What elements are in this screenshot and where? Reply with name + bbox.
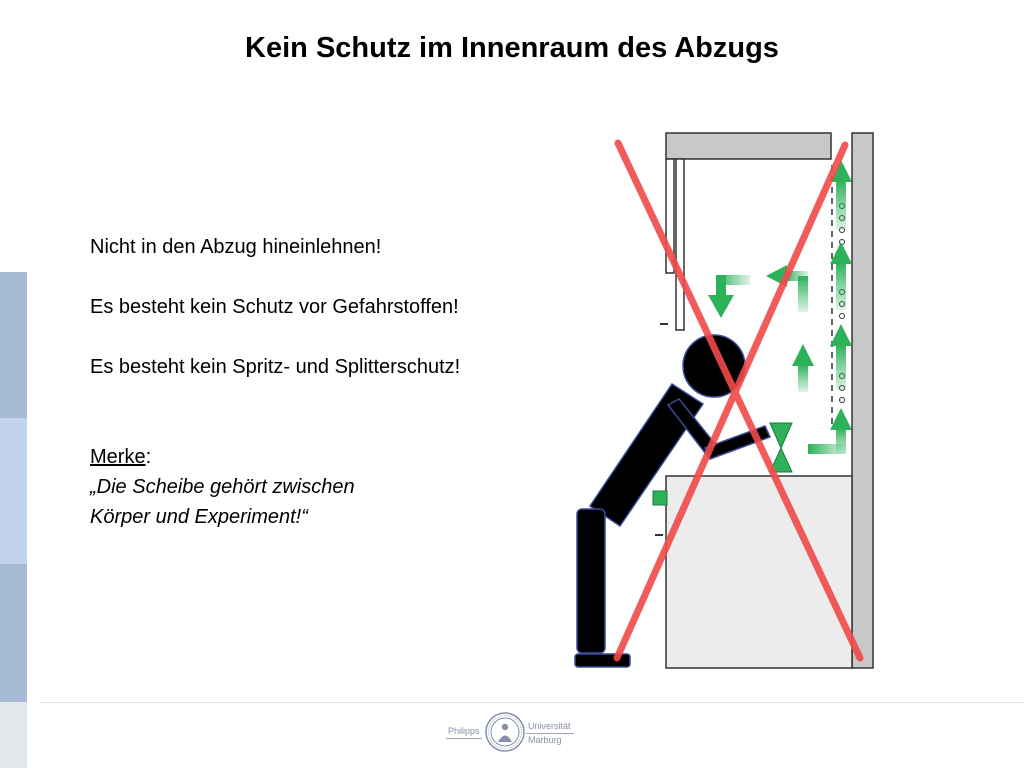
flask-icon: [770, 423, 792, 472]
hood-workbench: [666, 476, 852, 668]
bench-item-icon: [653, 491, 667, 505]
warning-line-3: Es besteht kein Spritz- und Splitterschutz!: [90, 356, 461, 378]
arrow-up-icon: [830, 324, 852, 390]
warning-line-2: Es besteht kein Schutz vor Gefahrstoffen!: [90, 296, 459, 318]
slide-title: Kein Schutz im Innenraum des Abzugs: [245, 32, 779, 64]
quote-line-1: „Die Scheibe gehört zwischen: [90, 476, 355, 498]
slide-body: [90, 232, 590, 532]
arrow-down-left-icon: [708, 275, 750, 318]
side-accent-bar-4: [0, 702, 27, 768]
side-accent-bar-2: [0, 418, 27, 564]
footer-divider: [40, 702, 1024, 703]
fume-hood-illustration: [560, 125, 890, 685]
logo-text-right-1: Universität: [528, 721, 571, 731]
arrow-up-icon: [792, 344, 814, 392]
merke-heading: [90, 442, 590, 472]
person-leg: [577, 509, 605, 653]
merke-colon: :: [145, 446, 152, 468]
quote-line-2: Körper und Experiment!“: [90, 506, 308, 528]
merke-label: Merke: [90, 446, 146, 468]
warning-line-1: Nicht in den Abzug hineinlehnen!: [90, 236, 382, 258]
university-seal-icon: [485, 712, 525, 752]
person-foot: [575, 654, 630, 667]
logo-text-right-2: Marburg: [528, 735, 562, 745]
hood-top-panel: [666, 133, 831, 159]
arrow-up-icon: [830, 242, 852, 310]
side-accent-bar-1: [0, 272, 27, 418]
university-logo: [440, 708, 590, 760]
arrow-up-icon: [808, 408, 852, 454]
side-accent-bar-3: [0, 564, 27, 702]
logo-text-left: Philipps: [448, 726, 480, 736]
hood-sash-inner: [676, 159, 684, 330]
hood-back-wall: [852, 133, 873, 668]
